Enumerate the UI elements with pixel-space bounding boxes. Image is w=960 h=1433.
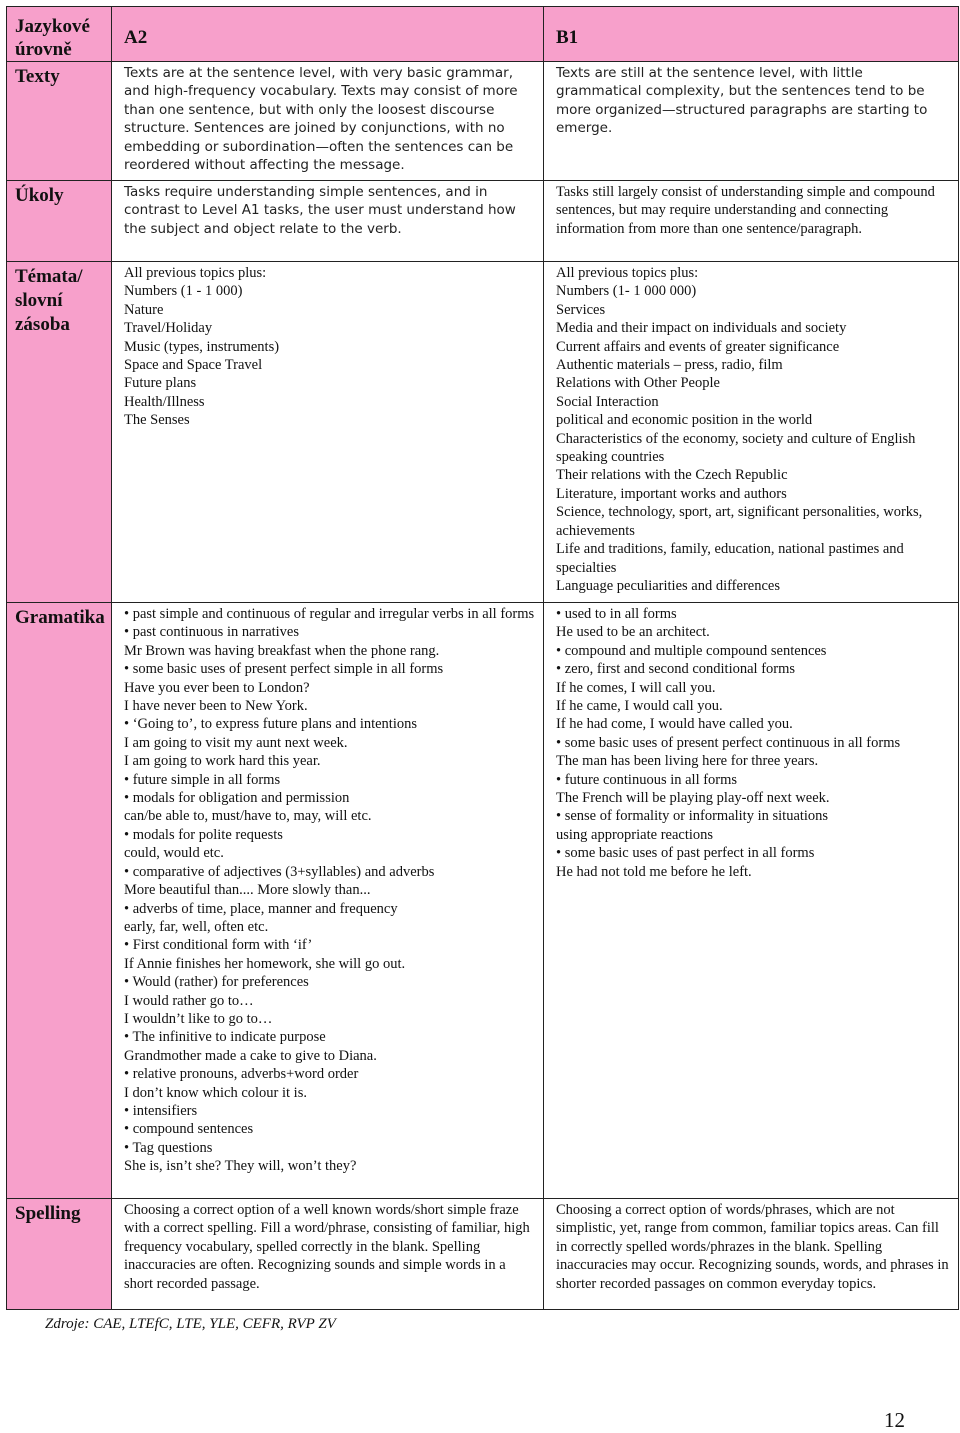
grammar-item: • compound and multiple compound sentences (556, 642, 827, 659)
cell-ukoly-a2-text: Tasks require understanding simple sentences, and in contrast to Level A1 tasks, the user must understand how the subject and object relate to the verb. (124, 184, 516, 237)
cell-texty-b1 (544, 62, 959, 181)
grammar-item: He used to be an architect. (556, 624, 710, 641)
grammar-item: • some basic uses of present perfect simple in all forms (124, 661, 444, 678)
topic-item: Nature (124, 301, 164, 318)
topic-item: Travel/Holiday (124, 320, 213, 337)
cell-ukoly-a2 (112, 181, 544, 262)
grammar-item: • future continuous in all forms (556, 771, 738, 788)
grammar-item: can/be able to, must/have to, may, will etc. (124, 808, 372, 825)
cell-texty-a2 (112, 62, 544, 181)
grammar-item: The French will be playing play-off next week. (556, 790, 830, 807)
topic-item: Numbers (1- 1 000 000) (556, 283, 697, 300)
topic-item: The Senses (124, 412, 190, 429)
topic-item: Music (types, instruments) (124, 338, 280, 355)
topic-item: Current affairs and events of greater significance (556, 338, 840, 355)
row-label-ukoly (7, 181, 112, 262)
grammar-item: I am going to visit my aunt next week. (124, 734, 348, 751)
grammar-item: • Tag questions (124, 1139, 213, 1156)
grammar-item: • zero, first and second conditional forms (556, 661, 796, 678)
row-label-spelling-text: Spelling (15, 1203, 81, 1224)
grammar-item: • past simple and continuous of regular and irregular verbs in all forms (124, 606, 535, 622)
row-label-temata-line-3: zásoba (15, 314, 70, 335)
topic-item: Life and traditions, family, education, national pastimes and specialties (556, 541, 904, 576)
cell-spelling-a2-text: Choosing a correct option of a well known words/short simple fraze with a correct spelling. Fill a word/phrase, consisting of familiar, high frequency vocabulary, spelled correctly in the blank. Spelling inaccuracies are often. Recognizing sounds and simple words in a short recorded passage. (124, 1202, 530, 1292)
grammar-item: • past continuous in narratives (124, 624, 300, 641)
grammar-item: I wouldn’t like to go to… (124, 1010, 273, 1027)
cell-ukoly-b1 (544, 181, 959, 262)
topic-item: Relations with Other People (556, 375, 720, 392)
grammar-item: Have you ever been to London? (124, 679, 310, 696)
grammar-item: • sense of formality or informality in situations (556, 808, 829, 825)
grammar-item: • modals for obligation and permission (124, 790, 350, 807)
grammar-item: using appropriate reactions (556, 826, 714, 843)
column-header-a2-label: A2 (124, 27, 148, 48)
column-header-a2 (112, 7, 544, 62)
cell-temata-b1 (544, 262, 959, 603)
row-label-texty (7, 62, 112, 181)
cell-texty-a2-text: Texts are at the sentence level, with very basic grammar, and high-frequency vocabulary. Texts may consist of more than one sentence, but with only the loosest discourse structure. Sentences are joined by conjunctions, with no embedding or subordination—often the sentences can be reordered without affecting the message. (124, 65, 518, 174)
row-label-temata-line-1: Témata/ (15, 266, 83, 287)
grammar-item: • The infinitive to indicate purpose (124, 1029, 326, 1046)
topic-item: Literature, important works and authors (556, 485, 787, 502)
cell-texty-b1-text: Texts are still at the sentence level, with little grammatical complexity, but the sentences tend to be more organized—structured paragraphs are starting to emerge. (556, 65, 928, 137)
topic-item: political and economic position in the world (556, 412, 813, 429)
cell-ukoly-b1-text: Tasks still largely consist of understanding simple and compound sentences, but may require understanding and connecting information from more than one sentence/paragraph. (556, 184, 935, 237)
grammar-item: • modals for polite requests (124, 826, 283, 843)
grammar-item: • adverbs of time, place, manner and frequency (124, 900, 398, 917)
row-label-gramatika-text: Gramatika (15, 607, 105, 628)
grammar-item: • comparative of adjectives (3+syllables) and adverbs (124, 863, 435, 880)
topics-list-a2 (112, 262, 543, 432)
row-label-texty-text: Texty (15, 66, 60, 87)
topic-item: All previous topics plus: (124, 265, 267, 281)
grammar-item: If he came, I would call you. (556, 698, 723, 715)
corner-header-label: Jazykové úrovně (15, 16, 90, 60)
grammar-item: • relative pronouns, adverbs+word order (124, 1066, 359, 1083)
cell-spelling-b1 (544, 1199, 959, 1310)
grammar-item: • First conditional form with ‘if’ (124, 937, 313, 954)
grammar-item: I am going to work hard this year. (124, 753, 321, 770)
grammar-item: • Would (rather) for preferences (124, 974, 309, 991)
row-label-temata (7, 262, 112, 603)
grammar-item: Grandmother made a cake to give to Diana. (124, 1047, 377, 1064)
cell-spelling-a2 (112, 1199, 544, 1310)
topic-item: Authentic materials – press, radio, film (556, 357, 783, 374)
grammar-item: I have never been to New York. (124, 698, 308, 715)
topic-item: Numbers (1 - 1 000) (124, 283, 243, 300)
topic-item: Social Interaction (556, 393, 659, 410)
row-label-ukoly-text: Úkoly (15, 185, 64, 206)
cell-gramatika-a2 (112, 603, 544, 1199)
topic-item: Media and their impact on individuals and society (556, 320, 847, 337)
grammar-item: • some basic uses of past perfect in all forms (556, 845, 815, 862)
language-levels-table (6, 6, 959, 1310)
row-label-gramatika (7, 603, 112, 1199)
grammar-item: The man has been living here for three years. (556, 753, 819, 770)
grammar-item: • future simple in all forms (124, 771, 281, 788)
grammar-item: • used to in all forms (556, 606, 677, 622)
cell-spelling-b1-text: Choosing a correct option of words/phrases, which are not simplistic, yet, range from common, familiar topics areas. Can fill in correctly spelled words/phrazes in the blank. Spelling inaccuracies may occur. Recognizing sounds, words, and phrases in shorter recorded passages on common everyday topics. (556, 1202, 949, 1292)
grammar-item: She is, isn’t she? They will, won’t they? (124, 1158, 357, 1175)
grammar-item: could, would etc. (124, 845, 224, 862)
topics-list-b1 (544, 262, 958, 597)
topic-item: All previous topics plus: (556, 265, 699, 281)
corner-header (7, 7, 112, 62)
grammar-item: If he comes, I will call you. (556, 679, 716, 696)
grammar-item: I would rather go to… (124, 992, 254, 1009)
grammar-item: early, far, well, often etc. (124, 918, 269, 935)
topic-item: Science, technology, sport, art, significant personalities, works, achievements (556, 504, 923, 539)
grammar-item: More beautiful than.... More slowly than... (124, 882, 371, 899)
grammar-item: If Annie finishes her homework, she will go out. (124, 955, 406, 972)
grammar-item: He had not told me before he left. (556, 863, 752, 880)
row-label-spelling (7, 1199, 112, 1310)
cell-gramatika-b1 (544, 603, 959, 1199)
topic-item: Space and Space Travel (124, 357, 263, 374)
topic-item: Language peculiarities and differences (556, 577, 780, 594)
grammar-list-a2 (112, 603, 543, 1178)
sources-note: Zdroje: CAE, LTEfC, LTE, YLE, CEFR, RVP ZV (45, 1316, 336, 1332)
grammar-item: If he had come, I would have called you. (556, 716, 793, 733)
grammar-item: • some basic uses of present perfect continuous in all forms (556, 734, 901, 751)
grammar-item: • intensifiers (124, 1102, 198, 1119)
column-header-b1 (544, 7, 959, 62)
topic-item: Health/Illness (124, 393, 205, 410)
topic-item: Characteristics of the economy, society and culture of English speaking countries (556, 430, 916, 466)
topic-item: Services (556, 301, 606, 318)
page-number: 12 (884, 1408, 905, 1432)
grammar-item: I don’t know which colour it is. (124, 1084, 307, 1101)
topic-item: Their relations with the Czech Republic (556, 467, 788, 484)
grammar-item: • compound sentences (124, 1121, 254, 1138)
row-label-temata-line-2: slovní (15, 290, 63, 311)
column-header-b1-label: B1 (556, 27, 579, 48)
grammar-list-b1 (544, 603, 958, 883)
grammar-item: • ‘Going to’, to express future plans and intentions (124, 716, 418, 733)
topic-item: Future plans (124, 375, 197, 392)
cell-temata-a2 (112, 262, 544, 603)
grammar-item: Mr Brown was having breakfast when the phone rang. (124, 642, 440, 659)
